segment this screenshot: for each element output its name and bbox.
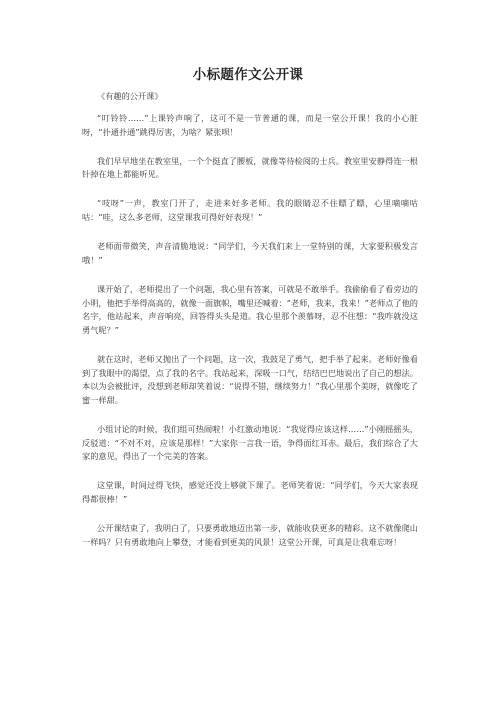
paragraph-7: 小组讨论的时候，我们组可热闹啦！小红激动地说：“我觉得应该这样……”小刚摇摇头，反驳道：“不对不对，应该是那样！”大家你一言我一语，争得面红耳赤。最后，我们综合了大家的意见，得出了一个完美的答案。 [82, 424, 418, 462]
document-title: 小标题作文公开课 [192, 67, 304, 83]
essay-subtitle: 《有趣的公开课》 [97, 91, 163, 101]
paragraph-1: “叮铃铃……”上课铃声响了，这可不是一节普通的课，而是一堂公开课！我的小心脏呀，“扑通扑通”跳得厉害，为啥？紧张呗！ [82, 113, 418, 137]
paragraph-4: 老师面带微笑，声音清脆地说：“同学们，今天我们来上一堂特别的课，大家要积极发言哦！” [82, 241, 418, 265]
essay-body [82, 112, 418, 550]
paragraph-9: 公开课结束了，我明白了，只要勇敢地迈出第一步，就能收获更多的精彩。这不就像爬山一样吗？只有勇敢地向上攀登，才能看到更美的风景！这堂公开课，可真是让我难忘呀！ [82, 523, 418, 547]
paragraph-2: 我们早早地坐在教室里，一个个挺直了腰板，就像等待检阅的士兵。教室里安静得连一根针掉在地上都能听见。 [82, 155, 418, 180]
paragraph-6: 就在这时，老师又抛出了一个问题，这一次，我鼓足了勇气，把手举了起来。老师好像看到了我眼中的渴望，点了我的名字。我站起来，深吸一口气，结结巴巴地说出了自己的想法。本以为会被批评，没想到老师却笑着说：“说得不错，继续努力！”我心里那个美呀，就像吃了蜜一样甜。 [82, 353, 418, 406]
paragraph-3: “吱呀”一声，教室门开了，走进来好多老师。我的眼睛忍不住瞟了瞟，心里嘀嘀咕咕：“哇，这么多老师，这堂课我可得好好表现！” [82, 198, 418, 223]
paragraph-5: 课开始了，老师提出了一个问题，我心里有答案，可就是不敢举手。我偷偷看了看旁边的小明，他把手举得高高的，就像一面旗帜，嘴里还喊着：“老师，我来，我来！”老师点了他的名字，他站起来，声音响亮，回答得头头是道。我心里那个羡慕呀，忍不住想：“我咋就没这勇气呢？” [82, 283, 418, 335]
paragraph-8: 这堂课，时间过得飞快，感觉还没上够就下课了。老师笑着说：“同学们，今天大家表现得都很棒！” [82, 480, 418, 505]
